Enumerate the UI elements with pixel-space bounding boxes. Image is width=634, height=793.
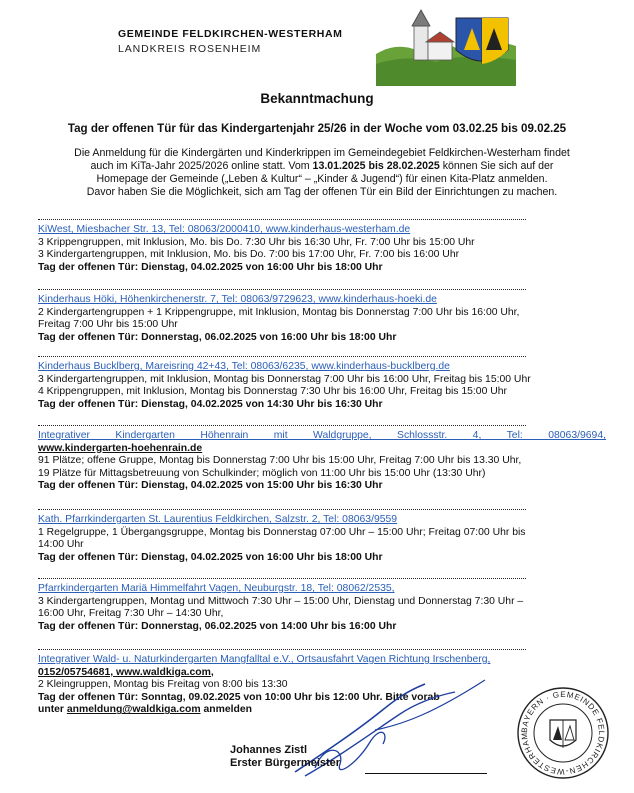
dotted-divider (38, 578, 526, 579)
intro-line: auch im KiTa-Jahr 2025/2026 online statt. Vom 13.01.2025 bis 28.02.2025 können Sie sich auf der (90, 160, 554, 172)
facility-detail: 3 Kindergartengruppen, Montag und Mittwoch 7:30 Uhr – 15:00 Uhr, Dienstag und Donnerstag 7:30 Uhr – (38, 595, 524, 607)
signature-block (230, 744, 340, 770)
open-day: Tag der offenen Tür: Sonntag, 09.02.2025 von 10:00 Uhr bis 12:00 Uhr. Bitte vorab (38, 691, 440, 703)
dotted-divider (38, 356, 526, 357)
registration-period: 13.01.2025 bis 28.02.2025 (312, 160, 440, 172)
open-day: Tag der offenen Tür: Dienstag, 04.02.2025 von 16:00 Uhr bis 18:00 Uhr (38, 551, 383, 563)
letterhead (0, 0, 634, 85)
open-day: Tag der offenen Tür: Dienstag, 04.02.2025 von 15:00 Uhr bis 16:30 Uhr (38, 480, 383, 492)
facility-detail: 16:00 Uhr, Freitag 7:30 Uhr – 14:30 Uhr, (38, 608, 224, 620)
facility-detail: 3 Kindergartengruppen, mit Inklusion, Mo. bis Do. 7:00 bis 17:00 Uhr, Fr. 7:00 bis 16:00 Uhr (38, 249, 460, 261)
facility-entry (38, 583, 606, 633)
district-name: LANDKREIS ROSENHEIM (118, 43, 262, 55)
municipality-logo-icon (376, 6, 516, 86)
facility-heading-link[interactable]: KiWest, Miesbacher Str. 13, Tel: 08063/2000410, www.kinderhaus-westerham.de (38, 224, 411, 235)
facility-detail: 3 Krippengruppen, mit Inklusion, Mo. bis Do. 7:30 Uhr bis 16:30 Uhr, Fr. 7:00 Uhr bis 15:00 Uhr (38, 236, 475, 248)
facility-detail: 2 Kindergartengruppen + 1 Krippengruppe, mit Inklusion, Montag bis Donnerstag 7:00 Uhr bis 16:00 Uhr, (38, 306, 520, 318)
dotted-divider (38, 649, 526, 650)
open-day: Tag der offenen Tür: Dienstag, 04.02.2025 von 14:30 Uhr bis 16:30 Uhr (38, 398, 383, 410)
facility-entry (38, 294, 606, 344)
seal-text: BAYERN · GEMEINDE FELDKIRCHEN-WESTERHAM (519, 689, 607, 777)
facility-heading-link[interactable]: Integrativer Wald- u. Naturkindergarten Mangfalltal e.V., Ortsausfahrt Vagen Richtung Irschenberg, (38, 654, 491, 665)
dotted-divider (38, 509, 526, 510)
facility-entry (38, 514, 606, 564)
page-title: Bekanntmachung (260, 91, 374, 106)
mayor-title: Erster Bürgermeister (230, 757, 341, 769)
email-link[interactable]: anmeldung@waldkiga.com (66, 704, 201, 716)
intro-line: Die Anmeldung für die Kindergärten und Kinderkrippen im Gemeindegebiet Feldkirchen-Westerham findet (74, 147, 570, 159)
intro-paragraph (42, 147, 602, 199)
facility-heading-link[interactable]: Kinderhaus Höki, Höhenkirchenerstr. 7, Tel: 08063/9729623, www.kinderhaus-hoeki.de (38, 294, 437, 305)
page-subtitle: Tag der offenen Tür für das Kindergartenjahr 25/26 in der Woche vom 03.02.25 bis 09.02.25 (67, 122, 567, 135)
facility-entry (38, 430, 606, 493)
intro-line: Homepage der Gemeinde („Leben & Kultur“ – „Kinder & Jugend“) für einen Kita-Platz anmelden. (96, 173, 548, 185)
facility-entry (38, 361, 606, 411)
signature-line (365, 773, 487, 774)
facility-detail: 4 Krippengruppen, mit Inklusion, Montag bis Donnerstag 7:30 Uhr bis 16:00 Uhr, Freitag bis 15:00 Uhr (38, 386, 507, 398)
facility-detail: 14:00 Uhr (38, 539, 84, 551)
website-link[interactable]: www.kindergarten-hoehenrain.de (38, 442, 203, 454)
dotted-divider (38, 219, 526, 220)
open-day-registration: unter anmeldung@waldkiga.com anmelden (38, 704, 252, 716)
open-day: Tag der offenen Tür: Dienstag, 04.02.2025 von 16:00 Uhr bis 18:00 Uhr (38, 261, 383, 273)
facility-heading-link[interactable]: Pfarrkindergarten Mariä Himmelfahrt Vagen, Neuburgstr. 18, Tel: 08062/2535, (38, 583, 395, 594)
dotted-divider (38, 425, 526, 426)
facility-detail: Freitag 7:00 Uhr bis 15:00 Uhr (38, 319, 178, 331)
facility-entry (38, 224, 606, 274)
dotted-divider (38, 289, 526, 290)
official-seal-icon (516, 686, 610, 780)
website-link[interactable]: 0152/05754681, www.waldkiga.com, (38, 666, 214, 678)
municipality-name: GEMEINDE FELDKIRCHEN-WESTERHAM (118, 28, 343, 40)
open-day: Tag der offenen Tür: Donnerstag, 06.02.2025 von 16:00 Uhr bis 18:00 Uhr (38, 331, 397, 343)
open-day: Tag der offenen Tür: Donnerstag, 06.02.2025 von 14:00 Uhr bis 16:00 Uhr (38, 620, 397, 632)
facility-detail: 91 Plätze; offene Gruppe, Montag bis Donnerstag 7:00 Uhr bis 15:00 Uhr, Freitag 7:00 Uhr bis 13.30 Uhr, (38, 455, 522, 467)
mayor-name: Johannes Zistl (230, 744, 308, 756)
facility-heading-link[interactable]: Kath. Pfarrkindergarten St. Laurentius Feldkirchen, Salzstr. 2, Tel: 08063/9559 (38, 514, 398, 525)
facility-detail: 3 Kindergartengruppen, mit Inklusion, Montag bis Donnerstag 7:00 Uhr bis 16:00 Uhr, Freitag bis 15:00 Uhr (38, 373, 531, 385)
facility-heading-link[interactable]: Kinderhaus Bucklberg, Mareisring 42+43, Tel: 08063/6235, www.kinderhaus-bucklberg.de (38, 361, 450, 372)
facility-detail: 2 Kleingruppen, Montag bis Freitag von 8:00 bis 13:30 (38, 679, 288, 691)
intro-line: Davor haben Sie die Möglichkeit, sich am Tag der offenen Tür ein Bild der Einrichtungen zu machen. (86, 186, 558, 198)
facility-detail: 1 Regelgruppe, 1 Übergangsgruppe, Montag bis Donnerstag 07:00 Uhr – 15:00 Uhr; Freitag 07:00 Uhr bis (38, 526, 526, 538)
facility-heading-link[interactable]: Integrativer Kindergarten Höhenrain mit Waldgruppe, Schlossstr. 4, Tel: 08063/9694, (38, 430, 606, 441)
facility-detail: 19 Plätze für Mittagsbetreuung von Schulkinder; möglich von 11:00 Uhr bis 15:00 Uhr (13:30 Uhr) (38, 467, 486, 479)
